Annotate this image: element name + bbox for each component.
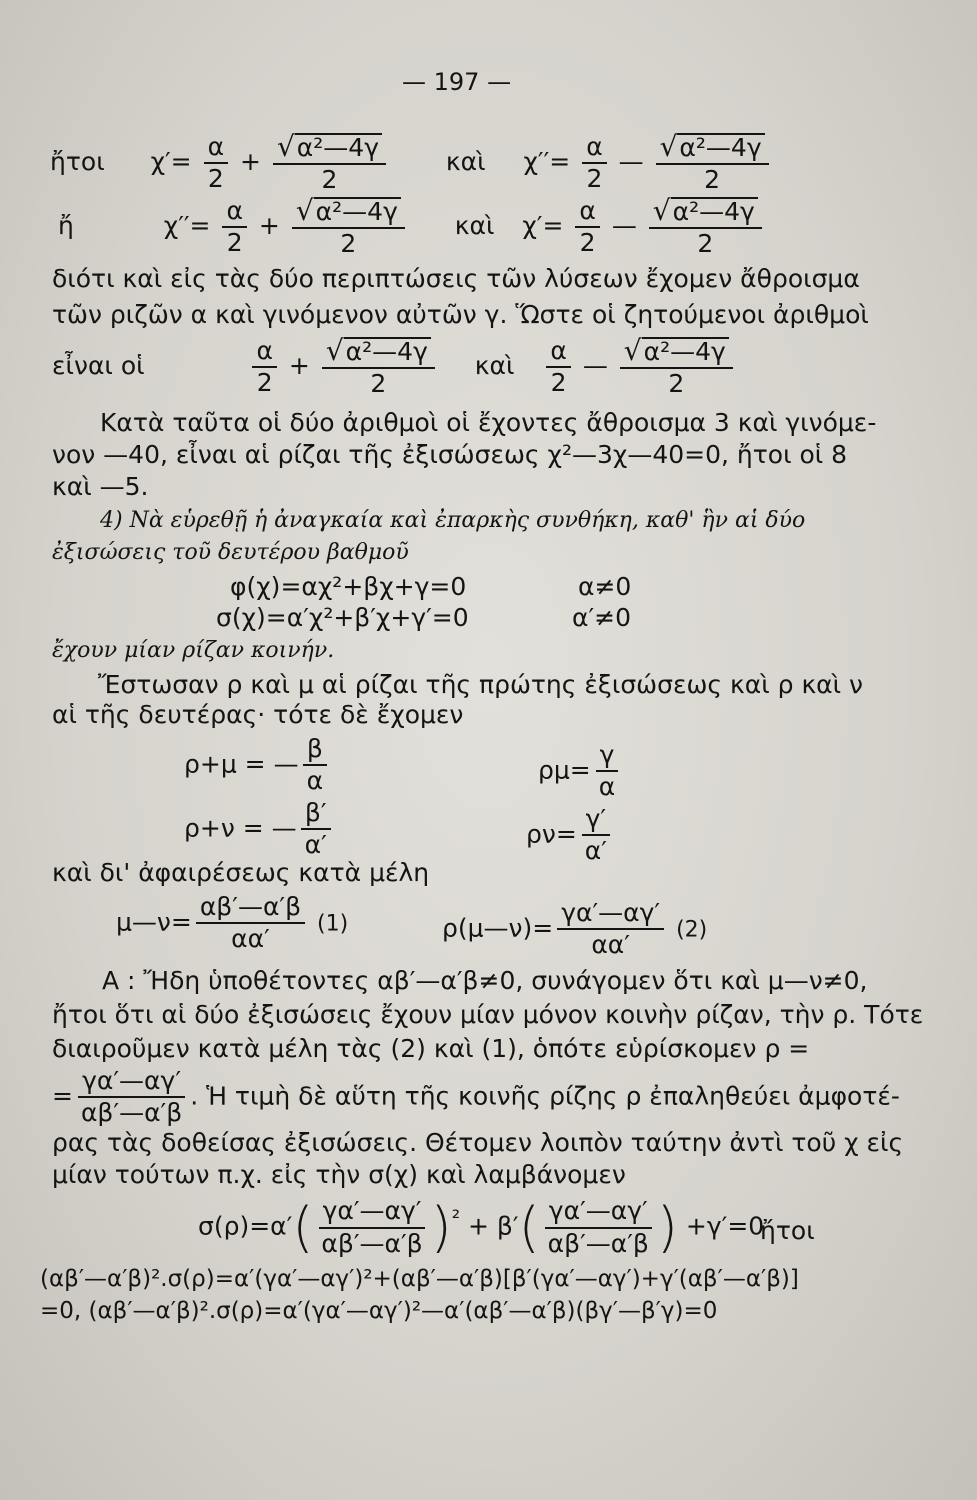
vieta-sum-1: ρ+μ = — $\frac{\beta}{\alpha}$ [184, 736, 331, 795]
paragraph-line: ἤτοι ὅτι αἱ δύο ἐξισώσεις ἔχουν μίαν μόνον κοινὴν ρίζαν, τὴν ρ. Τότε [52, 1000, 924, 1029]
lead-word: ἤ [58, 210, 74, 240]
vieta-product-2: ρν= $\frac{\gamma'}{\alpha'}$ [526, 806, 615, 865]
plus-sign: + [258, 210, 280, 240]
fraction-a-2: $\frac{\alpha}{2}$ [204, 134, 228, 193]
paragraph-line: διότι καὶ εἰς τὰς δύο περιπτώσεις τῶν λύσεων ἔχομεν ἄθροισμα [52, 264, 860, 293]
x-double-prime: χ′′= [163, 210, 211, 240]
itoi-word: ἤτοι [760, 1216, 815, 1245]
paragraph-line: τῶν ριζῶν α καὶ γινόμενον αὐτῶν γ. Ὥστε οἱ ζητούμενοι ἀριθμοὶ [52, 300, 869, 329]
minus-sign: — [611, 210, 637, 240]
paragraph-line: Α : Ἤδη ὑποθέτοντες αβ′—α′β≠0, συνάγομεν ὅτι καὶ μ—ν≠0, [102, 966, 868, 995]
root-value-line: = $\frac{\gamma\alpha'—\alpha\gamma'}{\alpha\beta'—\alpha'\beta}$ . Ἡ τιμὴ δὲ αὕτη τῆς κοινῆς ρίζης ρ ἐπαληθεύει ἀμφοτέ- [52, 1066, 900, 1128]
problem-statement: ἔχουν μίαν ρίζαν κοινήν. [52, 638, 335, 663]
condition-a-prime: α′≠0 [572, 603, 632, 632]
fraction-a-2: $\frac{\alpha}{2}$ [575, 198, 599, 257]
paragraph-line: Κατὰ ταῦτα οἱ δύο ἀριθμοὶ οἱ ἔχοντες ἄθροισμα 3 καὶ γινόμε- [100, 408, 877, 437]
page-number: — 197 — [402, 68, 512, 96]
fraction-sqrt: $\frac{\text{√α²—4γ}}{2}$ [620, 336, 733, 398]
problem-statement: 4) Νὰ εὑρεθῇ ἡ ἀναγκαία καὶ ἐπαρκὴς συνθήκη, καθ' ἣν αἱ δύο [100, 508, 806, 533]
equation-result [52, 336, 737, 398]
substitution-equation: σ(ρ)=α′( $\frac{\gamma\alpha'—\alpha\gamma'}{\alpha\beta'—\alpha'\beta}$ )$^{^2}$ + β′( $\frac{\gamma\alpha'—\alpha\gamma'}{\alpha\beta'—\alpha'\beta}$ ) +γ′=0 [198, 1196, 765, 1259]
fraction-a-2: $\frac{\alpha}{2}$ [222, 198, 246, 257]
problem-statement: ἐξισώσεις τοῦ δευτέρου βαθμοῦ [52, 540, 409, 565]
fraction-sqrt: $\frac{\text{√α²—4γ}}{2}$ [273, 132, 386, 194]
equation-roots-1 [50, 132, 773, 194]
paragraph-line: νον —40, εἶναι αἱ ρίζαι τῆς ἐξισώσεως χ²—3χ—40=0, ἤτοι οἱ 8 [52, 440, 848, 469]
difference-eq-1: μ—ν= $\frac{\alpha\beta'—\alpha'\beta}{\alpha\alpha'}$ (1) [116, 892, 349, 954]
condition-a: α≠0 [578, 572, 632, 601]
paragraph-line: αἱ τῆς δευτέρας· τότε δὲ ἔχομεν [52, 700, 464, 729]
vieta-product-1: ρμ= $\frac{\gamma}{\alpha}$ [538, 742, 623, 801]
minus-sign: — [582, 350, 608, 380]
x-prime: χ′= [150, 146, 192, 176]
kai-word: καὶ [445, 146, 486, 176]
paragraph-line: Ἔστωσαν ρ καὶ μ αἱ ρίζαι τῆς πρώτης ἐξισώσεως καὶ ρ καὶ ν [98, 670, 864, 699]
equation-phi: φ(χ)=αχ²+βχ+γ=0 [230, 572, 467, 601]
fraction-a-2: $\frac{\alpha}{2}$ [546, 338, 570, 397]
fraction-a-2: $\frac{\alpha}{2}$ [582, 134, 606, 193]
plus-sign: + [288, 350, 310, 380]
kai-word: καὶ [454, 210, 495, 240]
x-double-prime: χ′′= [523, 146, 571, 176]
fraction-sqrt: $\frac{\text{√α²—4γ}}{2}$ [656, 132, 769, 194]
fraction-sqrt: $\frac{\text{√α²—4γ}}{2}$ [649, 196, 762, 258]
paragraph-line: καὶ δι' ἀφαιρέσεως κατὰ μέλη [52, 858, 430, 887]
x-prime: χ′= [522, 210, 564, 240]
plus-sign: + [240, 146, 261, 176]
equation-roots-2 [58, 196, 766, 258]
final-equation-1: (αβ′—α′β)².σ(ρ)=α′(γα′—αγ′)²+(αβ′—α′β)[β′(γα′—αγ′)+γ′(αβ′—α′β)] [40, 1266, 799, 1292]
fraction-a-2: $\frac{\alpha}{2}$ [252, 338, 276, 397]
difference-eq-2: ρ(μ—ν)= $\frac{\gamma\alpha'—\alpha\gamma'}{\alpha\alpha'}$ (2) [442, 898, 708, 960]
paragraph-line: διαιροῦμεν κατὰ μέλη τὰς (2) καὶ (1), ὁπότε εὑρίσκομεν ρ = [52, 1034, 810, 1063]
lead-text: εἶναι οἱ [52, 350, 145, 380]
fraction-sqrt: $\frac{\text{√α²—4γ}}{2}$ [322, 336, 435, 398]
paragraph-line: ρας τὰς δοθείσας ἐξισώσεις. Θέτομεν λοιπὸν ταύτην ἀντὶ τοῦ χ εἰς [52, 1128, 904, 1157]
paragraph-line: μίαν τούτων π.χ. εἰς τὴν σ(χ) καὶ λαμβάνομεν [52, 1160, 626, 1189]
vieta-sum-2: ρ+ν = — $\frac{\beta'}{\alpha'}$ [184, 800, 335, 859]
paragraph-line: καὶ —5. [52, 472, 149, 501]
minus-sign: — [618, 146, 644, 176]
fraction-sqrt: $\frac{\text{√α²—4γ}}{2}$ [292, 196, 405, 258]
kai-word: καὶ [474, 350, 515, 380]
equation-sigma: σ(χ)=α′χ²+β′χ+γ′=0 [216, 603, 469, 632]
lead-word: ἤτοι [50, 146, 105, 176]
final-equation-2: =0, (αβ′—α′β)².σ(ρ)=α′(γα′—αγ′)²—α′(αβ′—α′β)(βγ′—β′γ)=0 [40, 1298, 718, 1324]
